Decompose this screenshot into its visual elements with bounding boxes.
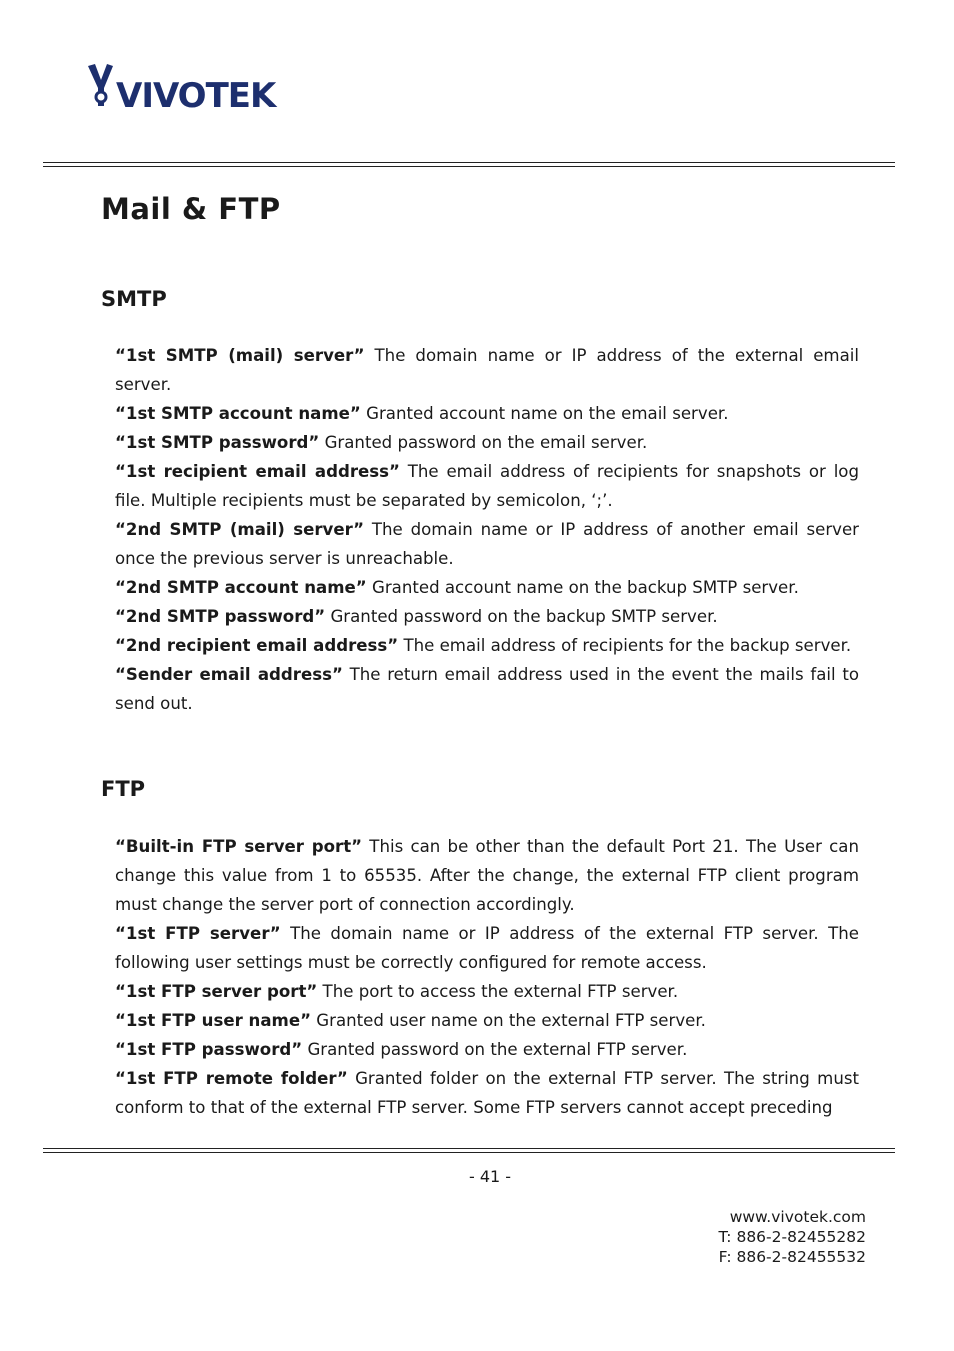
footer-rule xyxy=(43,1148,895,1149)
ftp-definitions xyxy=(115,832,859,1122)
smtp-description: The email address of recipients for the backup server. xyxy=(398,636,852,655)
ftp-entry xyxy=(115,977,859,1006)
section-title-smtp: SMTP xyxy=(101,287,167,311)
smtp-description: The email address of recipients for snapshots or log file. Multiple recipients must be separated by semicolon, ‘;’. xyxy=(115,462,859,510)
ftp-description: The domain name or IP address of the external FTP server. The following user settings must be correctly configured for remote access. xyxy=(115,924,859,972)
smtp-term: “1st recipient email address” xyxy=(115,462,400,481)
ftp-term: “1st FTP password” xyxy=(115,1040,303,1059)
smtp-description: Granted password on the backup SMTP server. xyxy=(325,607,718,626)
ftp-entry xyxy=(115,919,859,977)
ftp-description: This can be other than the default Port 21. The User can change this value from 1 to 65535. After the change, the external FTP client program must change the server port of connection accordingly. xyxy=(115,837,859,914)
ftp-entry xyxy=(115,1035,859,1064)
smtp-description: Granted password on the email server. xyxy=(319,433,648,452)
smtp-entry xyxy=(115,428,859,457)
smtp-entry xyxy=(115,631,859,660)
ftp-description: Granted user name on the external FTP server. xyxy=(311,1011,706,1030)
smtp-term: “Sender email address” xyxy=(115,665,343,684)
smtp-term: “2nd SMTP password” xyxy=(115,607,326,626)
section-title-ftp: FTP xyxy=(101,777,146,801)
ftp-term: “Built-in FTP server port” xyxy=(115,837,363,856)
ftp-entry xyxy=(115,1064,859,1122)
header-rule-secondary xyxy=(43,166,895,167)
smtp-entry xyxy=(115,457,859,515)
website-link[interactable]: www.vivotek.com xyxy=(729,1208,866,1226)
ftp-term: “1st FTP server” xyxy=(115,924,281,943)
smtp-description: Granted account name on the backup SMTP server. xyxy=(366,578,799,597)
smtp-entry xyxy=(115,341,859,399)
ftp-term: “1st FTP remote folder” xyxy=(115,1069,348,1088)
smtp-entry xyxy=(115,515,859,573)
ftp-description: Granted password on the external FTP server. xyxy=(302,1040,688,1059)
smtp-term: “2nd SMTP account name” xyxy=(115,578,367,597)
smtp-term: “1st SMTP password” xyxy=(115,433,320,452)
smtp-term: “1st SMTP account name” xyxy=(115,404,361,423)
smtp-description: The domain name or IP address of another email server once the previous server is unreachable. xyxy=(115,520,859,568)
ftp-entry xyxy=(115,1006,859,1035)
ftp-term: “1st FTP user name” xyxy=(115,1011,311,1030)
smtp-entry xyxy=(115,602,859,631)
page-number: - 41 - xyxy=(468,1167,512,1186)
smtp-term: “2nd SMTP (mail) server” xyxy=(115,520,365,539)
smtp-entry xyxy=(115,573,859,602)
ftp-description: Granted folder on the external FTP server. The string must conform to that of the external FTP server. Some FTP servers cannot accept preceding xyxy=(115,1069,860,1117)
ftp-entry xyxy=(115,832,859,919)
svg-text:VIVOTEK: VIVOTEK xyxy=(116,76,276,112)
fax-number: F: 886-2-82455532 xyxy=(718,1248,866,1266)
footer-rule-secondary xyxy=(43,1152,895,1153)
smtp-term: “1st SMTP (mail) server” xyxy=(115,346,365,365)
smtp-term: “2nd recipient email address” xyxy=(115,636,399,655)
smtp-entry xyxy=(115,660,859,718)
phone-number: T: 886-2-82455282 xyxy=(718,1228,866,1246)
vivotek-logo xyxy=(86,62,292,112)
smtp-description: The domain name or IP address of the external email server. xyxy=(115,346,859,394)
smtp-definitions xyxy=(115,341,859,718)
contact-info xyxy=(719,1207,866,1267)
ftp-term: “1st FTP server port” xyxy=(115,982,318,1001)
smtp-description: The return email address used in the event the mails fail to send out. xyxy=(115,665,859,713)
ftp-description: The port to access the external FTP server. xyxy=(317,982,679,1001)
page-title: Mail & FTP xyxy=(101,192,281,226)
smtp-entry xyxy=(115,399,859,428)
header-rule xyxy=(43,162,895,163)
smtp-description: Granted account name on the email server. xyxy=(360,404,729,423)
